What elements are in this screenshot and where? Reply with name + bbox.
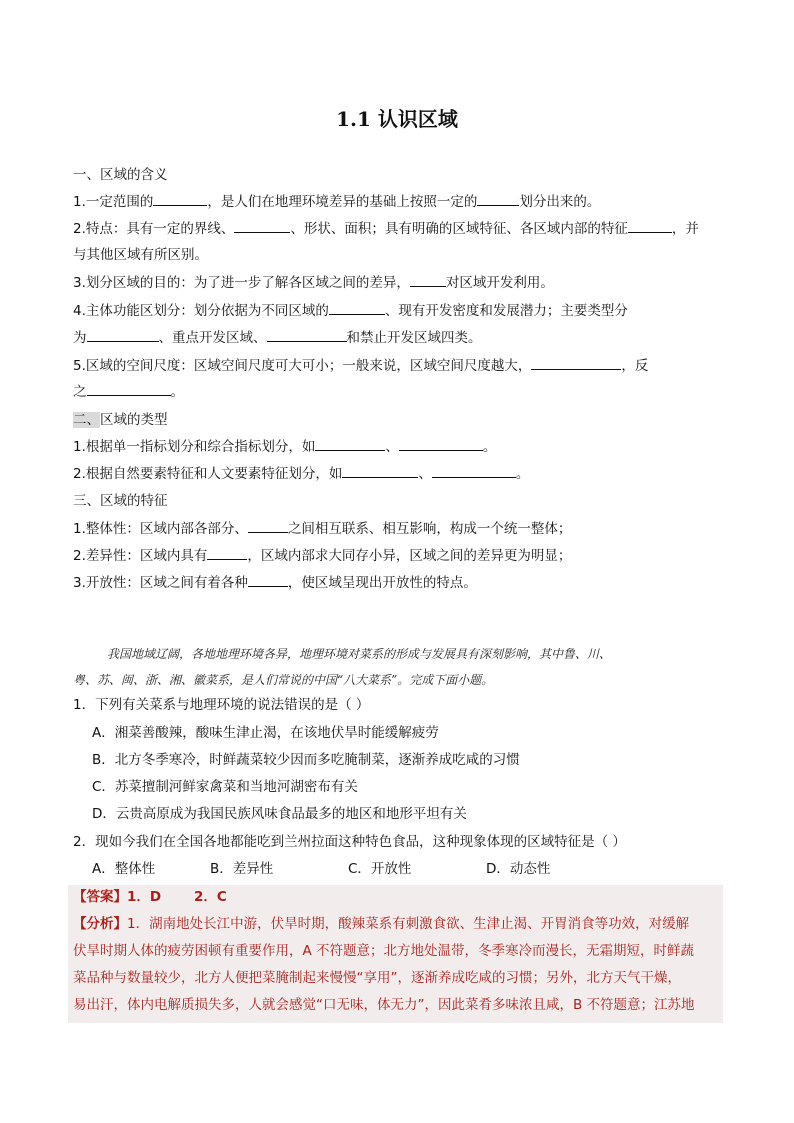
question-1-option-b: B．北方冬季寒冷，时鲜蔬菜较少因而多吃腌制菜，逐渐养成吃咸的习惯 (92, 752, 520, 768)
text-span: 和禁止开发区域四类。 (346, 330, 482, 346)
page-title: 1.1 认识区域 (336, 107, 458, 131)
blank-line (315, 438, 385, 451)
definition-item-2 (73, 220, 723, 238)
question-2-options (92, 860, 742, 878)
text-span: 。 (482, 439, 497, 455)
blank-line (87, 329, 159, 342)
intro-passage (73, 641, 723, 667)
section-heading-types (73, 411, 723, 429)
blank-line (477, 193, 519, 206)
intro-line-2: 粤、苏、闽、浙、湘、徽菜系，是人们常说的中国“八大菜系”。完成下面小题。 (73, 673, 494, 687)
blank-line (234, 220, 290, 233)
intro-line-1: 我国地域辽阔，各地地理环境各异，地理环境对菜系的形成与发展具有深刻影响，其中鲁、川、 (107, 647, 612, 661)
blank-line (153, 193, 207, 206)
text-span: 3.划分区域的目的：为了进一步了解各区域之间的差异， (73, 275, 410, 291)
text-span: 1.整体性：区域内部各部分、 (73, 521, 248, 537)
blank-line (248, 520, 288, 533)
text-span: 1.一定范围的 (73, 194, 154, 210)
text-span: 4.主体功能区划分：划分依据为不同区域的 (73, 303, 329, 319)
text-span: 。 (515, 466, 530, 482)
blank-line (342, 465, 418, 478)
question-1-option-a: A．湘菜善酸辣，酸味生津止渴，在该地伏旱时能缓解疲劳 (92, 725, 439, 741)
answer-label: 【答案】 (73, 889, 127, 905)
question-2-option-b: B．差异性 (210, 861, 274, 877)
question-1-stem: 1．下列有关菜系与地理环境的说法错误的是（ ） (73, 697, 370, 713)
question-2-option-c: C．开放性 (348, 861, 412, 877)
text-span: 划分出来的。 (519, 194, 601, 210)
text-span: 对区域开发利用。 (445, 275, 554, 291)
blank-line (207, 547, 247, 560)
answer-line (73, 888, 723, 906)
text-span: 、 (418, 466, 432, 482)
blank-line (432, 465, 516, 478)
text-span: ，反 (621, 358, 649, 374)
text-span: ，是人们在地理环境差异的基础上按照一定的 (207, 194, 478, 210)
analysis-line-3: 菜品种与数量较少，北方人便把菜腌制起来慢慢“享用”，逐渐养成吃咸的习惯；另外，北方天气干燥， (73, 970, 681, 986)
types-item-1 (73, 438, 723, 456)
section-heading-definition: 一、区域的含义 (73, 167, 168, 183)
blank-line (87, 383, 171, 396)
text-span: 、 (385, 439, 399, 455)
question-2-option-d: D．动态性 (486, 861, 551, 877)
text-span: 1.根据单一指标划分和综合指标划分，如 (73, 439, 316, 455)
text-span: 、重点开发区域、 (158, 330, 267, 346)
text-span: ，区域内部求大同存小异，区域之间的差异更为明显； (247, 548, 572, 564)
text-span: 5.区域的空间尺度：区域空间尺度可大可小；一般来说，区域空间尺度越大， (73, 358, 532, 374)
question-1-option-d: D．云贵高原成为我国民族风味食品最多的地区和地形平坦有关 (92, 806, 467, 822)
text-span: ，并 (671, 221, 699, 237)
text-span: 之 (73, 384, 87, 400)
text-span: 为 (73, 330, 87, 346)
blank-line (267, 329, 347, 342)
blank-line (248, 574, 288, 587)
text-span: 2.根据自然要素特征和人文要素特征划分，如 (73, 466, 343, 482)
features-item-2 (73, 547, 723, 565)
definition-item-3 (73, 274, 723, 292)
text-span: 3.开放性：区域之间有着各种 (73, 575, 248, 591)
intro-passage-cont (73, 667, 723, 693)
types-item-2 (73, 465, 723, 483)
blank-line (531, 357, 621, 370)
question-2-option-a: A．整体性 (92, 861, 156, 877)
definition-item-2-cont: 与其他区域有所区别。 (73, 247, 208, 263)
text-span: 2.差异性：区域内具有 (73, 548, 208, 564)
text-span: 1．湖南地处长江中游，伏旱时期，酸辣菜系有刺激食欲、生津止渴、开胃消食等功效，对缓解 (127, 916, 690, 932)
features-item-3 (73, 574, 723, 592)
blank-line (399, 438, 483, 451)
analysis-line-2: 伏旱时期人体的疲劳困顿有重要作用，A 不符题意；北方地处温带，冬季寒冷而漫长，无霜期短，时鲜蔬 (73, 943, 695, 959)
question-2-stem: 2．现如今我们在全国各地都能吃到兰州拉面这种特色食品，这种现象体现的区域特征是（ ） (73, 834, 626, 850)
definition-item-4-cont (73, 329, 723, 347)
features-item-1 (73, 520, 723, 538)
analysis-line-1 (73, 915, 723, 933)
text-span: 之间相互联系、相互影响，构成一个统一整体； (287, 521, 572, 537)
highlighted-text: 二、 (73, 412, 100, 428)
blank-line (329, 302, 385, 315)
analysis-label: 【分析】 (73, 916, 127, 932)
definition-item-4 (73, 302, 723, 320)
question-1-option-c: C．苏菜擅制河鲜家禽菜和当地河湖密布有关 (92, 779, 358, 795)
blank-line (410, 274, 446, 287)
text-span: 、现有开发密度和发展潜力；主要类型分 (384, 303, 628, 319)
definition-item-1 (73, 193, 723, 211)
text-span: 区域的类型 (100, 412, 168, 428)
definition-item-5-cont (73, 383, 723, 401)
answer-text: 1．D 2．C (127, 889, 227, 905)
definition-item-5 (73, 357, 723, 375)
text-span: ，使区域呈现出开放性的特点。 (287, 575, 477, 591)
blank-line (628, 220, 672, 233)
analysis-line-4: 易出汗，体内电解质损失多，人就会感觉“口无味，体无力”，因此菜肴多味浓且咸，B 不符题意；江苏地 (73, 997, 695, 1013)
text-span: 2.特点：具有一定的界线、 (73, 221, 235, 237)
section-heading-features: 三、区域的特征 (73, 493, 168, 509)
text-span: 。 (170, 384, 184, 400)
text-span: 、形状、面积；具有明确的区域特征、各区域内部的特征 (290, 221, 628, 237)
